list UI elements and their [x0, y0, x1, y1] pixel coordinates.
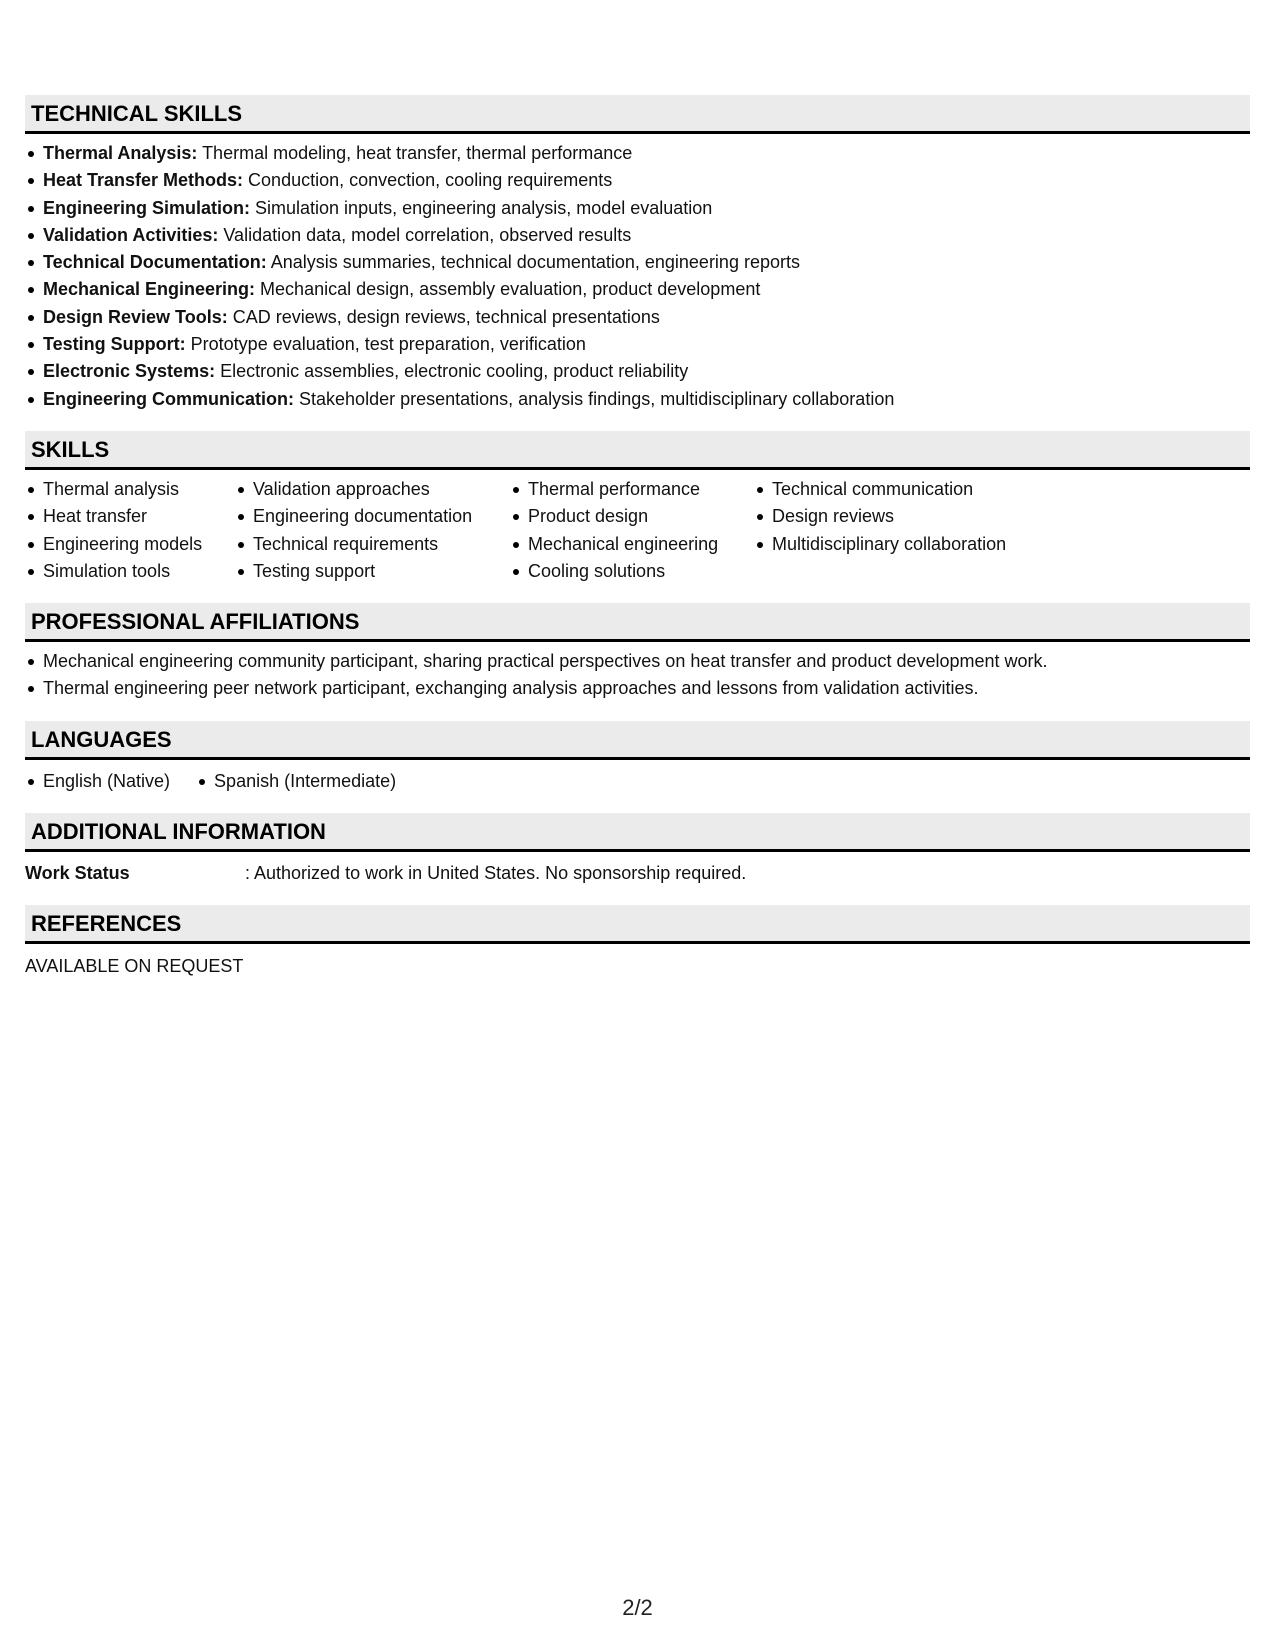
- additional-info-heading: ADDITIONAL INFORMATION: [25, 813, 1250, 852]
- list-item: [43, 195, 1250, 222]
- languages-list: [25, 768, 1250, 795]
- list-item: Engineering documentation: [253, 503, 528, 530]
- references-text: AVAILABLE ON REQUEST: [25, 955, 244, 976]
- skill-text: Mechanical design, assembly evaluation, product development: [255, 279, 761, 300]
- list-item: [43, 249, 1250, 276]
- skill-text: Simulation inputs, engineering analysis, model evaluation: [250, 197, 713, 218]
- skills-column: [772, 476, 1072, 585]
- skill-label: Technical Documentation:: [43, 252, 267, 273]
- list-item: [43, 222, 1250, 249]
- list-item: [43, 331, 1250, 358]
- skill-text: CAD reviews, design reviews, technical presentations: [227, 306, 660, 327]
- list-item: Testing support: [253, 558, 528, 585]
- languages-section: [25, 721, 1250, 795]
- list-item: Technical communication: [772, 476, 1072, 503]
- list-item: [43, 276, 1250, 303]
- skill-text: Analysis summaries, technical documentation, engineering reports: [266, 252, 800, 273]
- skills-column: [43, 476, 253, 585]
- work-status-label: Work Status: [25, 862, 130, 883]
- list-item: Cooling solutions: [528, 558, 772, 585]
- list-item: [43, 386, 1250, 413]
- work-status-value: : Authorized to work in United States. No sponsorship required.: [245, 862, 747, 883]
- list-item: [43, 140, 1250, 167]
- list-item: [43, 304, 1250, 331]
- skills-heading: SKILLS: [25, 431, 1250, 470]
- skill-label: Engineering Communication:: [43, 388, 295, 409]
- skill-label: Electronic Systems:: [43, 361, 216, 382]
- affiliations-list: [25, 648, 1250, 703]
- list-item: Mechanical engineering: [528, 531, 772, 558]
- list-item: [43, 358, 1250, 385]
- affiliations-heading: PROFESSIONAL AFFILIATIONS: [25, 603, 1250, 642]
- skill-label: Mechanical Engineering:: [43, 279, 256, 300]
- skills-column: [253, 476, 528, 585]
- skill-text: Validation data, model correlation, observed results: [218, 224, 632, 245]
- list-item: Design reviews: [772, 503, 1072, 530]
- skill-label: Design Review Tools:: [43, 306, 228, 327]
- list-item: Engineering models: [43, 531, 253, 558]
- resume-page: [25, 95, 1250, 998]
- technical-skills-list: [25, 140, 1250, 413]
- technical-skills-heading: TECHNICAL SKILLS: [25, 95, 1250, 134]
- additional-info-section: [25, 813, 1250, 887]
- skill-text: Conduction, convection, cooling requirements: [243, 170, 613, 191]
- list-item: Thermal engineering peer network participant, exchanging analysis approaches and lessons from validation activities.: [43, 675, 1250, 702]
- list-item: Spanish (Intermediate): [214, 768, 396, 795]
- list-item: [43, 167, 1250, 194]
- skill-label: Engineering Simulation:: [43, 197, 251, 218]
- list-item: Technical requirements: [253, 531, 528, 558]
- list-item: Validation approaches: [253, 476, 528, 503]
- list-item: Mechanical engineering community participant, sharing practical perspectives on heat transfer and product development work.: [43, 648, 1250, 675]
- skill-text: Stakeholder presentations, analysis findings, multidisciplinary collaboration: [294, 388, 895, 409]
- languages-heading: LANGUAGES: [25, 721, 1250, 760]
- list-item: Multidisciplinary collaboration: [772, 531, 1072, 558]
- page-number: 2/2: [622, 1595, 653, 1620]
- work-status-row: [25, 860, 1250, 887]
- skills-section: [25, 431, 1250, 585]
- references-section: [25, 905, 1250, 980]
- references-heading: REFERENCES: [25, 905, 1250, 944]
- skills-grid: [25, 476, 1250, 585]
- list-item: English (Native): [43, 768, 170, 795]
- skill-text: Electronic assemblies, electronic cooling, product reliability: [215, 361, 689, 382]
- skill-text: Prototype evaluation, test preparation, verification: [185, 334, 586, 355]
- list-item: Thermal performance: [528, 476, 772, 503]
- affiliations-section: [25, 603, 1250, 703]
- list-item: Heat transfer: [43, 503, 253, 530]
- skill-label: Validation Activities:: [43, 224, 219, 245]
- skill-text: Thermal modeling, heat transfer, thermal performance: [197, 143, 633, 163]
- skill-label: Testing Support:: [43, 334, 186, 355]
- list-item: Thermal analysis: [43, 476, 253, 503]
- list-item: Simulation tools: [43, 558, 253, 585]
- skill-label: Heat Transfer Methods:: [43, 170, 244, 191]
- skills-column: [528, 476, 772, 585]
- list-item: Product design: [528, 503, 772, 530]
- technical-skills-section: [25, 95, 1250, 413]
- skill-label: Thermal Analysis:: [43, 143, 198, 163]
